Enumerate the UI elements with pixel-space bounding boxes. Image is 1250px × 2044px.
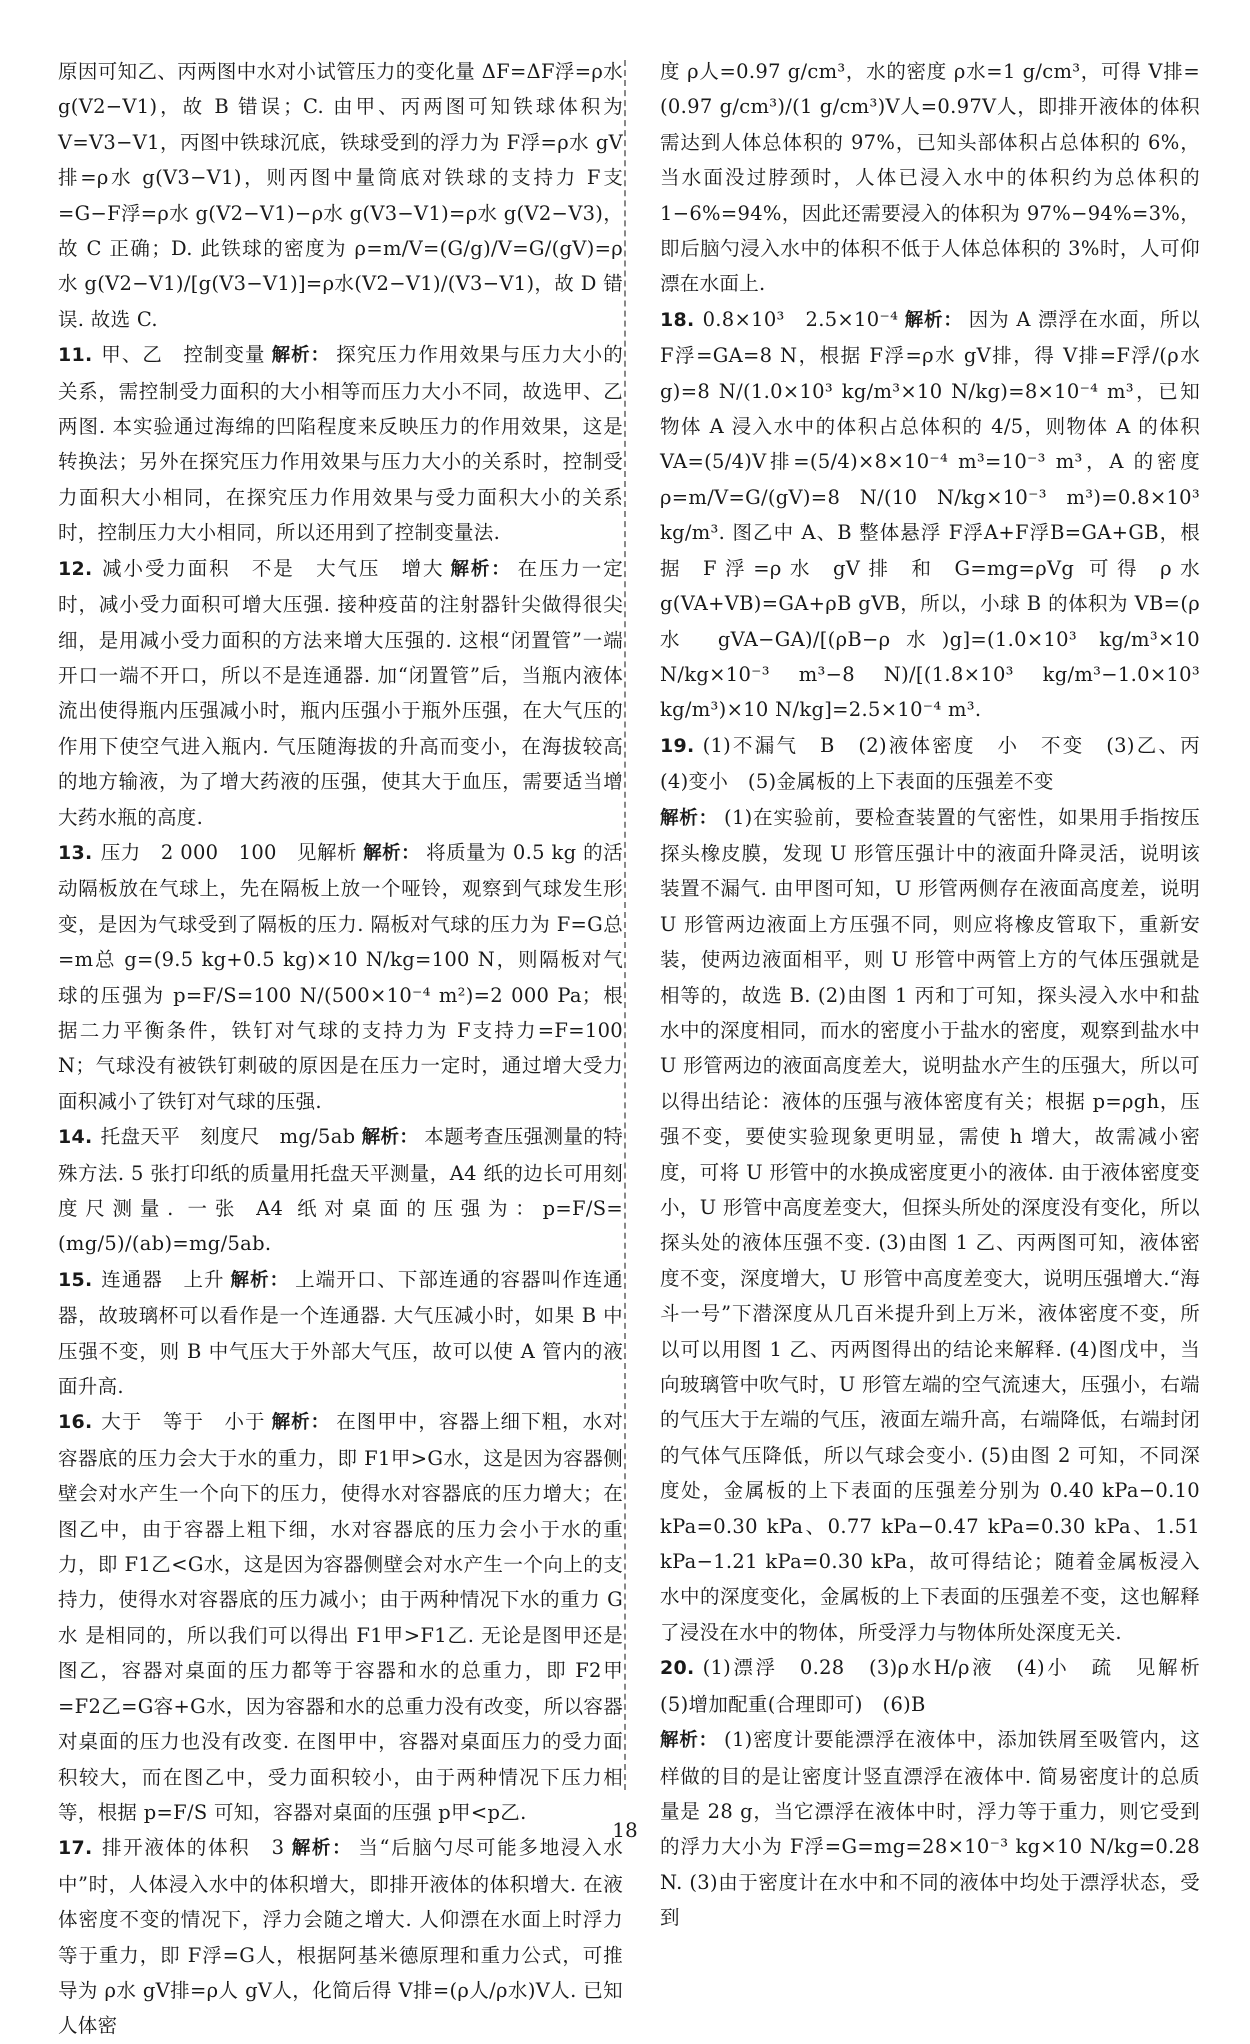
analysis-text: (1)密度计要能漂浮在液体中，添加铁屑至吸管内，这样做的目的是让密度计竖直漂浮在液体中. 简易密度计的总质量是 28 g，当它漂浮在液体中时，浮力等于重力，则它受到的浮力大小为 F浮=G=mg=28×10⁻³ kg×10 N/kg=0.28 N. (3)由于密度计在水中和不同的液体中均处于漂浮状态，受到 <box>660 1728 1201 1930</box>
item-answer: 托盘天平 刻度尺 mg/5ab <box>100 1125 356 1149</box>
analysis-text: (1)在实验前，要检查装置的气密性，如果用手指按压探头橡皮膜，发现 U 形管压强计中的液面升降灵活，说明该装置不漏气. 由甲图可知，U 形管两侧存在液面高度差，说明 U 形管两边液面上方压强不同，则应将橡皮管取下，重新安装，使两边液面相平，则 U 形管中两管上方的气体压强就是相等的，故选 B. (2)由图 1 丙和丁可知，探头浸入水中和盐水中的深度相同，而水的密度小于盐水的密度，观察到盐水中 U 形管两边的液面高度差大，说明盐水产生的压强大，所以可以得出结论：液体的压强与液体密度有关；根据 p=ρgh，压强不变，要使实验现象更明显，需使 h 增大，故需减小密度，可将 U 形管中的水换成密度更小的液体. 由于液体密度变小，U 形管中高度差变大，但探头所处的深度没有变化，所以探头处的液体压强不变. (3)由图 1 乙、丙两图可知，液体密度不变，深度增大，U 形管中高度差变大，说明压强增大.“海斗一号”下潜深度从几百米提升到上万米，液体密度不变，所以可以用图 1 乙、丙两图得出的结论来解释. (4)图戊中，当向玻璃管中吹气时，U 形管左端的空气流速大，压强小，右端的气压大于左端的气压，液面左端升高，右端降低，右端封闭的气体气压降低，所以气球会变小. (5)由图 2 可知，不同深度处，金属板的上下表面的压强差分别为 0.40 kPa−0.10 kPa=0.30 kPa、0.77 kPa−0.47 kPa=0.30 kPa、1.51 kPa−1.21 kPa=0.30 kPa，故可得结论；随着金属板浸入水中的深度变化，金属板的上下表面的压强差不变，这也解释了浸没在水中的物体，所受浮力与物体所处深度无关. <box>660 805 1201 1644</box>
item-answer: 压力 2 000 100 见解析 <box>100 840 358 864</box>
analysis-label: 解析： <box>290 1838 353 1860</box>
answer-item-16 <box>58 1404 623 1830</box>
analysis-label: 解析： <box>450 558 512 580</box>
answer-item-13 <box>58 835 623 1119</box>
item-answer: (1)漂浮 0.28 (3)ρ水H/ρ液 (4)小 疏 见解析 (5)增加配重(合理即可) (6)B <box>660 1656 1220 1716</box>
answer-item-18 <box>660 302 1200 728</box>
paragraph-continued: 原因可知乙、丙两图中水对小试管压力的变化量 ΔF=ΔF浮=ρ水 g(V2−V1)，故 B 错误；C. 由甲、丙两图可知铁球体积为 V=V3−V1，丙图中铁球沉底，铁球受到的浮力为 F浮=ρ水 gV排=ρ水 g(V3−V1)，则丙图中量筒底对铁球的支持力 F支=G−F浮=ρ水 g(V2−V1)−ρ水 g(V3−V1)=ρ水 g(V2−V3)，故 C 正确；D. 此铁球的密度为 ρ=m/V=(G/g)/V=G/(gV)=ρ水 g(V2−V1)/[g(V3−V1)]=ρ水(V2−V1)/(V3−V1)，故 D 错误. 故选 C. <box>58 60 623 331</box>
analysis-label: 解析： <box>271 1412 331 1434</box>
analysis-label: 解析： <box>904 309 963 331</box>
paragraph-continued: 度 ρ人=0.97 g/cm³，水的密度 ρ水=1 g/cm³，可得 V排=(0.97 g/cm³)/(1 g/cm³)V人=0.97V人，即排开液体的体积需达到人体总体积的 97%，已知头部体积占总体积的 6%，当水面没过脖颈时，人体已浸入水中的体积约为总体积的 1−6%=94%，因此还需要浸入的体积为 97%−94%=3%，即后脑勺浸入水中的体积不低于人体总体积的 3%时，人可仰漂在水面上. <box>660 60 1200 296</box>
item-answer: 减小受力面积 不是 大气压 增大 <box>100 556 445 580</box>
answer-item-19 <box>660 728 1220 1651</box>
analysis-label: 解析： <box>271 345 331 367</box>
analysis-label: 解析： <box>230 1269 290 1291</box>
analysis-text: 在图甲中，容器上细下粗，水对容器底的压力会大于水的重力，即 F1甲>G水，这是因为容器侧壁会对水产生一个向下的压力，使得水对容器底的压力增大；在图乙中，由于容器上粗下细，水对容器底的压力会小于水的重力，即 F1乙<G水，这是因为容器侧壁会对水产生一个向上的支持力，使得水对容器底的压力减小；由于两种情况下水的重力 G水 是相同的，所以我们可以得出 F1甲>F1乙. 无论是图甲还是图乙，容器对桌面的压力都等于容器和水的总重力，即 F2甲=F2乙=G容+G水，因为容器和水的总重力没有改变，所以容器对桌面的压力也没有改变. 在图甲中，容器对桌面压力的受力面积较大，而在图乙中，受力面积较小，由于两种情况下压力相等，根据 p=F/S 可知，容器对桌面的压强 p甲<p乙. <box>58 1410 624 1824</box>
analysis-label: 解析： <box>660 807 719 829</box>
analysis-text: 当“后脑勺尽可能多地浸入水中”时，人体浸入水中的体积增大，即排开液体的体积增大. 在液体密度不变的情况下，浮力会随之增大. 人仰漂在水面上时浮力等于重力，即 F浮=G人，根据阿基米德原理和重力公式，可推导为 ρ水 gV排=ρ人 gV人，化简后得 V排=(ρ人/ρ水)V人. 已知人体密 <box>58 1836 624 2038</box>
item-answer: 甲、乙 控制变量 <box>100 343 266 367</box>
right-column <box>660 54 1220 1936</box>
analysis-label: 解析： <box>363 842 421 864</box>
item-number: 11. <box>58 344 93 367</box>
answer-item-11 <box>58 337 623 550</box>
answer-item-20 <box>660 1650 1220 1935</box>
answer-item-12 <box>58 551 623 835</box>
answer-item-15 <box>58 1262 623 1405</box>
item-number: 12. <box>58 557 93 580</box>
column-divider <box>624 60 626 1790</box>
page-number: 18 <box>612 1818 638 1842</box>
item-number: 15. <box>58 1268 93 1291</box>
item-number: 20. <box>660 1657 695 1680</box>
analysis-text: 将质量为 0.5 kg 的活动隔板放在气球上，先在隔板上放一个哑铃，观察到气球发生形变，是因为气球受到了隔板的压力. 隔板对气球的压力为 F=G总=m总 g=(9.5 kg+0.5 kg)×10 N/kg=100 N，则隔板对气球的压强为 p=F/S=100 N/(500×10⁻⁴ m²)=2 000 Pa；根据二力平衡条件，铁钉对气球的支持力为 F支持力=F=100 N；气球没有被铁钉刺破的原因是在压力一定时，通过增大受力面积减小了铁钉对气球的压强. <box>58 840 623 1113</box>
answer-item-14 <box>58 1119 623 1262</box>
analysis-text: 上端开口、下部连通的容器叫作连通器，故玻璃杯可以看作是一个连通器. 大气压减小时，如果 B 中压强不变，则 B 中气压大于外部大气压，故可以使 A 管内的液面升高. <box>58 1267 623 1399</box>
analysis-text: 因为 A 漂浮在水面，所以 F浮=GA=8 N，根据 F浮=ρ水 gV排，得 V排=F浮/(ρ水 g)=8 N/(1.0×10³ kg/m³×10 N/kg)=8×10⁻⁴ m³，已知物体 A 浸入水中的体积占总体积的 4/5，则物体 A 的体积 VA=(5/4)V排=(5/4)×8×10⁻⁴ m³=10⁻³ m³，A 的密度 ρ=m/V=G/(gV)=8 N/(10 N/kg×10⁻³ m³)=0.8×10³ kg/m³. 图乙中 A、B 整体悬浮 F浮A+F浮B=GA+GB，根据 F浮=ρ水 gV排 和 G=mg=ρVg 可得 ρ水 g(VA+VB)=GA+ρB gVB，所以，小球 B 的体积为 VB=(ρ水 gVA−GA)/[(ρB−ρ水)g]=(1.0×10³ kg/m³×10 N/kg×10⁻³ m³−8 N)/[(1.8×10³ kg/m³−1.0×10³ kg/m³)×10 N/kg]=2.5×10⁻⁴ m³. <box>660 307 1200 722</box>
answer-item-17 <box>58 1830 623 2043</box>
analysis-label: 解析： <box>660 1730 719 1752</box>
analysis-text: 本题考查压强测量的特殊方法. 5 张打印纸的质量用托盘天平测量，A4 纸的边长可用刻度尺测量. 一张 A4 纸对桌面的压强为：p=F/S=(mg/5)/(ab)=mg/5ab. <box>58 1125 623 1256</box>
item-answer: 0.8×10³ 2.5×10⁻⁴ <box>702 307 899 331</box>
item-answer: 大于 等于 小于 <box>100 1410 266 1434</box>
analysis-text: 探究压力作用效果与压力大小的关系，需控制受力面积的大小相等而压力大小不同，故选甲、乙两图. 本实验通过海绵的凹陷程度来反映压力的作用效果，这是转换法；另外在探究压力作用效果与压力大小的关系时，控制受力面积大小相同，在探究压力作用效果与受力面积大小的关系时，控制压力大小相同，所以还用到了控制变量法. <box>58 343 624 545</box>
analysis-text: 在压力一定时，减小受力面积可增大压强. 接种疫苗的注射器针尖做得很尖细，是用减小受力面积的方法来增大压强的. 这根“闭置管”一端开口一端不开口，所以不是连通器. 加“闭置管”后，当瓶内液体流出使得瓶内压强减小时，瓶内压强小于瓶外压强，在大气压的作用下使空气进入瓶内. 气压随海拔的升高而变小，在海拔较高的地方输液，为了增大药液的压强，使其大于血压，需要适当增大药水瓶的高度. <box>58 556 623 829</box>
item-answer: (1)不漏气 B (2)液体密度 小 不变 (3)乙、丙 (4)变小 (5)金属板的上下表面的压强差不变 <box>660 733 1220 794</box>
left-column <box>58 54 623 2044</box>
item-answer: 连通器 上升 <box>100 1267 225 1291</box>
item-number: 16. <box>58 1411 93 1434</box>
item-number: 19. <box>660 734 695 757</box>
item-number: 17. <box>58 1837 93 1860</box>
item-number: 18. <box>660 308 695 331</box>
item-number: 13. <box>58 841 93 864</box>
item-number: 14. <box>58 1126 93 1149</box>
analysis-label: 解析： <box>361 1127 419 1149</box>
item-answer: 排开液体的体积 3 <box>100 1836 285 1860</box>
